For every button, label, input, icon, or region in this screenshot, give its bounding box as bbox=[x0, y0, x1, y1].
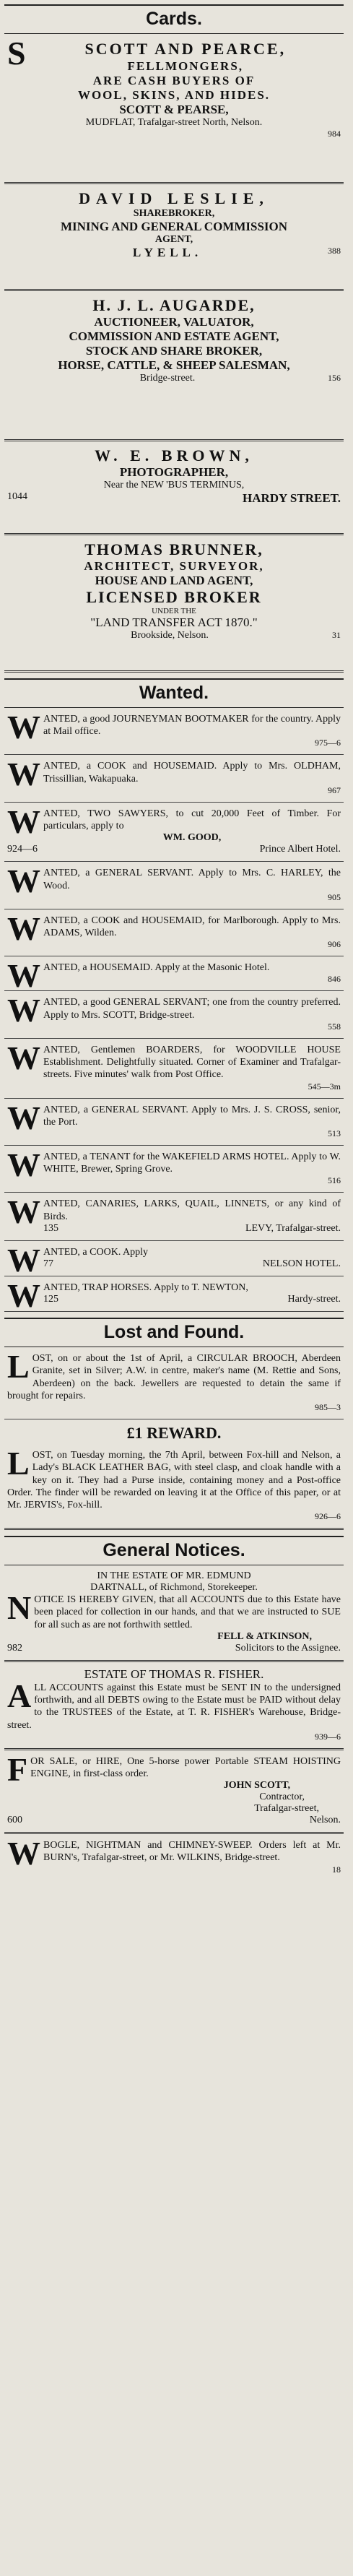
ad-number: 77 bbox=[43, 1258, 53, 1270]
wanted-ad bbox=[4, 1193, 344, 1240]
ad-number: 982 bbox=[7, 1642, 22, 1654]
drop-cap: W bbox=[7, 709, 40, 745]
wanted-ad bbox=[4, 956, 344, 995]
drop-cap: W bbox=[7, 1241, 40, 1279]
ad-bogle-nightman bbox=[4, 1834, 344, 1880]
ad-body: ANTED, a good JOURNEYMAN BOOTMAKER for the country. Apply at Mail office. bbox=[43, 714, 341, 738]
drop-cap: W bbox=[7, 1193, 40, 1231]
wanted-ad bbox=[4, 755, 344, 802]
ad-number: 975—6 bbox=[315, 738, 341, 748]
drop-cap: A bbox=[7, 1677, 32, 1714]
drop-cap: L bbox=[7, 1445, 30, 1482]
ad-line: ARCHITECT, SURVEYOR, bbox=[84, 559, 264, 573]
wanted-ad bbox=[4, 1146, 344, 1193]
ad-signature-title: Solicitors to the Assignee. bbox=[235, 1642, 341, 1654]
drop-cap: W bbox=[7, 863, 40, 900]
ad-line: MINING AND GENERAL COMMISSION bbox=[60, 220, 288, 233]
ad-signature: NELSON HOTEL. bbox=[262, 1258, 341, 1270]
ad-signature: Nelson. bbox=[309, 1815, 341, 1826]
ad-body: OST, on or about the 1st of April, a CIRCULAR BROOCH, Aberdeen Granite, set in Silver; A.W. in centre, maker's name (M. Rettie and Sons, Aberdeen) on the back. Jewellers are requested to detain the same if brought for repairs. bbox=[7, 1353, 341, 1401]
ad-body: ANTED, CANARIES, LARKS, QUAIL, LINNETS, or any kind of Birds. bbox=[43, 1198, 341, 1222]
ad-brown-photographer bbox=[4, 441, 344, 535]
wanted-ad bbox=[4, 708, 344, 755]
ad-brunner bbox=[4, 535, 344, 673]
ad-david-leslie bbox=[4, 184, 344, 291]
ad-body: ANTED, Gentlemen BOARDERS, for WOODVILLE HOUSE Establishment. Delightfully situated. Corner of Examiner and Trafalgar-streets. Five minutes' walk from Post Office. bbox=[43, 1044, 341, 1081]
ad-body: OTICE IS HEREBY GIVEN, that all ACCOUNTS due to this Estate have been placed for collection in our hands, and that we are instructed to SUE for all such as are not forthwith settled. bbox=[34, 1594, 341, 1630]
ad-number: 600 bbox=[7, 1815, 22, 1826]
ad-dartnall-estate bbox=[4, 1565, 344, 1662]
ad-number: 135 bbox=[43, 1222, 58, 1234]
ad-lost-brooch bbox=[4, 1347, 344, 1419]
ad-number: 924—6 bbox=[7, 844, 38, 855]
wanted-ad bbox=[4, 1099, 344, 1146]
ad-body: ANTED, a COOK. Apply bbox=[43, 1246, 149, 1258]
ad-line: SCOTT & PEARSE, bbox=[119, 102, 229, 116]
ad-scott-pearce bbox=[4, 34, 344, 184]
ad-signature: WM. GOOD, bbox=[162, 832, 222, 844]
ad-body: ANTED, TRAP HORSES. Apply to T. NEWTON, bbox=[43, 1282, 248, 1294]
ad-line: SHAREBROKER, bbox=[133, 208, 215, 219]
ad-number: 388 bbox=[327, 246, 341, 256]
ad-number: 985—3 bbox=[315, 1402, 341, 1413]
ad-line: LYELL. bbox=[132, 246, 203, 259]
drop-cap: W bbox=[7, 1835, 40, 1872]
drop-cap: L bbox=[7, 1348, 30, 1386]
ad-footer bbox=[7, 246, 341, 260]
ad-fisher-estate bbox=[4, 1662, 344, 1750]
ad-body: BOGLE, NIGHTMAN and CHIMNEY-SWEEP. Orders left at Mr. BURN's, Trafalgar-street, or Mr. WILKINS, Bridge-street. bbox=[43, 1840, 341, 1864]
ad-body: LL ACCOUNTS against this Estate must be SENT IN to the undersigned forthwith, and all DEBTS owing to the Estate must be PAID without delay to the TRUSTEES of the Estate, at T. R. FISHER's Warehouse, Bridge-street. bbox=[7, 1682, 341, 1731]
ad-title: SCOTT AND PEARCE, bbox=[84, 40, 287, 58]
drop-cap: W bbox=[7, 957, 40, 995]
ad-signature: JOHN SCOTT, bbox=[223, 1780, 290, 1791]
ad-number: 984 bbox=[328, 128, 341, 139]
ad-lost-bag bbox=[4, 1444, 344, 1530]
drop-cap: F bbox=[7, 1750, 28, 1788]
ad-address: MUDFLAT, Trafalgar-street North, Nelson. bbox=[85, 116, 263, 128]
ad-number: 513 bbox=[328, 1128, 341, 1138]
ad-line: UNDER THE bbox=[152, 607, 196, 615]
section-heading-lost-found: Lost and Found. bbox=[4, 1318, 344, 1347]
ad-body: ANTED, a TENANT for the WAKEFIELD ARMS HOTEL. Apply to W. WHITE, Brewer, Spring Grove. bbox=[43, 1151, 341, 1175]
ad-body: ANTED, a COOK and HOUSEMAID, for Marlborough. Apply to Mrs. ADAMS, Wilden. bbox=[43, 915, 341, 938]
ad-number: 156 bbox=[328, 373, 341, 383]
drop-cap: W bbox=[7, 909, 40, 947]
ad-number: 125 bbox=[43, 1294, 58, 1305]
ad-line: "LAND TRANSFER ACT 1870." bbox=[90, 615, 258, 629]
wanted-ad bbox=[4, 1039, 344, 1099]
drop-cap: S bbox=[7, 35, 26, 72]
ad-body: OR SALE, or HIRE, One 5-horse power Portable STEAM HOISTING ENGINE, in first-class order. bbox=[30, 1755, 341, 1779]
wanted-ad bbox=[4, 1276, 344, 1315]
ad-body: ANTED, a good GENERAL SERVANT; one from the country preferred. Apply to Mrs. SCOTT, Bridge-street. bbox=[43, 997, 341, 1021]
drop-cap: W bbox=[7, 1146, 40, 1183]
ad-title: ESTATE OF THOMAS R. FISHER. bbox=[84, 1667, 264, 1681]
ad-address: Brookside, Nelson. bbox=[131, 630, 209, 641]
ad-title: DARTNALL, of Richmond, Storekeeper. bbox=[90, 1582, 258, 1594]
ad-augarde bbox=[4, 291, 344, 441]
ad-body: ANTED, a GENERAL SERVANT. Apply to Mrs. J. S. CROSS, senior, the Port. bbox=[43, 1104, 341, 1128]
ad-footer bbox=[7, 491, 341, 506]
ad-footer bbox=[7, 1643, 341, 1654]
ad-line: WOOL, SKINS, AND HIDES. bbox=[77, 87, 271, 102]
section-heading-wanted: Wanted. bbox=[4, 678, 344, 708]
ad-title: H. J. L. AUGARDE, bbox=[92, 296, 256, 314]
ad-line: Near the NEW 'BUS TERMINUS, bbox=[103, 480, 245, 490]
ad-footer bbox=[7, 373, 341, 384]
drop-cap: W bbox=[7, 1099, 40, 1136]
ad-line: STOCK AND SHARE BROKER, bbox=[85, 344, 263, 358]
ad-line: HOUSE AND LAND AGENT, bbox=[95, 574, 253, 587]
ad-title: W. E. BROWN, bbox=[95, 446, 253, 464]
ad-body: ANTED, TWO SAWYERS, to cut 20,000 Feet of Timber. For particulars, apply to bbox=[43, 808, 341, 832]
ad-number: 545—3m bbox=[308, 1081, 341, 1092]
ad-line: PHOTOGRAPHER, bbox=[119, 465, 229, 479]
drop-cap: W bbox=[7, 756, 40, 793]
ad-number: 18 bbox=[332, 1864, 341, 1875]
ad-number: 939—6 bbox=[315, 1731, 341, 1742]
ad-number: 905 bbox=[328, 891, 341, 902]
drop-cap: W bbox=[7, 992, 40, 1029]
ad-title: THOMAS BRUNNER, bbox=[84, 540, 263, 558]
ad-signature: Contractor, bbox=[259, 1791, 305, 1803]
ad-footer bbox=[7, 844, 341, 855]
ad-title: IN THE ESTATE OF MR. EDMUND bbox=[97, 1570, 251, 1582]
section-heading-general-notices: General Notices. bbox=[4, 1536, 344, 1565]
ad-signature: LEVY, Trafalgar-street. bbox=[245, 1222, 341, 1234]
ad-number: 1044 bbox=[7, 491, 27, 502]
drop-cap: W bbox=[7, 1277, 40, 1315]
ad-footer bbox=[43, 1294, 341, 1305]
ad-number: 967 bbox=[328, 785, 341, 795]
ad-number: 926—6 bbox=[315, 1511, 341, 1522]
ad-address: HARDY STREET. bbox=[242, 491, 341, 505]
reward-title: £1 REWARD. bbox=[126, 1424, 222, 1443]
ad-footer bbox=[7, 1815, 341, 1826]
ad-number: 558 bbox=[328, 1021, 341, 1032]
drop-cap: N bbox=[7, 1589, 32, 1627]
ad-signature: Prince Albert Hotel. bbox=[259, 844, 341, 855]
ad-line: HORSE, CATTLE, & SHEEP SALESMAN, bbox=[58, 358, 290, 372]
ad-number: 846 bbox=[328, 974, 341, 985]
drop-cap: W bbox=[7, 1039, 40, 1076]
ad-footer bbox=[7, 630, 341, 641]
wanted-ad bbox=[4, 909, 344, 956]
ad-signature: Trafalgar-street, bbox=[254, 1803, 319, 1815]
ad-footer bbox=[43, 1223, 341, 1235]
ad-body: OST, on Tuesday morning, the 7th April, between Fox-hill and Nelson, a Lady's BLACK LEATHER BAG, with steel clasp, and cloak handle with a key on it. They had a Purse inside, containing money and a Post-office Order. The finder will be rewarded on leaving it at the Office of this paper, or at Mr. JERVIS's, Fox-hill. bbox=[7, 1450, 341, 1510]
wanted-list bbox=[4, 708, 344, 1315]
section-heading-cards: Cards. bbox=[4, 4, 344, 34]
ad-address: Bridge-street. bbox=[139, 373, 196, 384]
ad-body: ANTED, a HOUSEMAID. Apply at the Masonic Hotel. bbox=[43, 962, 270, 974]
ad-title: DAVID LESLIE, bbox=[79, 189, 269, 207]
ad-signature: Hardy-street. bbox=[287, 1294, 341, 1305]
ad-number: 31 bbox=[332, 630, 341, 640]
wanted-ad bbox=[4, 991, 344, 1038]
wanted-ad bbox=[4, 862, 344, 909]
ad-footer bbox=[43, 1258, 341, 1270]
wanted-ad bbox=[4, 1241, 344, 1279]
ad-signature: FELL & ATKINSON, bbox=[217, 1630, 312, 1642]
newspaper-column bbox=[4, 4, 344, 2569]
drop-cap: W bbox=[7, 803, 40, 840]
ad-number: 516 bbox=[328, 1175, 341, 1186]
ad-line: AGENT, bbox=[154, 234, 193, 245]
ad-line: COMMISSION AND ESTATE AGENT, bbox=[69, 329, 279, 343]
ad-body: ANTED, a COOK and HOUSEMAID. Apply to Mrs. OLDHAM, Trissillian, Wakapuaka. bbox=[43, 761, 341, 785]
ad-line: LICENSED BROKER bbox=[86, 588, 262, 606]
wanted-ad bbox=[4, 803, 344, 862]
ad-line: ARE CASH BUYERS OF bbox=[92, 73, 256, 87]
ad-john-scott-engine bbox=[4, 1750, 344, 1834]
ad-line: FELLMONGERS, bbox=[127, 59, 244, 73]
ad-line: AUCTIONEER, VALUATOR, bbox=[94, 315, 254, 329]
ad-number: 906 bbox=[328, 939, 341, 950]
ad-body: ANTED, a GENERAL SERVANT. Apply to Mrs. C. HARLEY, the Wood. bbox=[43, 868, 341, 891]
